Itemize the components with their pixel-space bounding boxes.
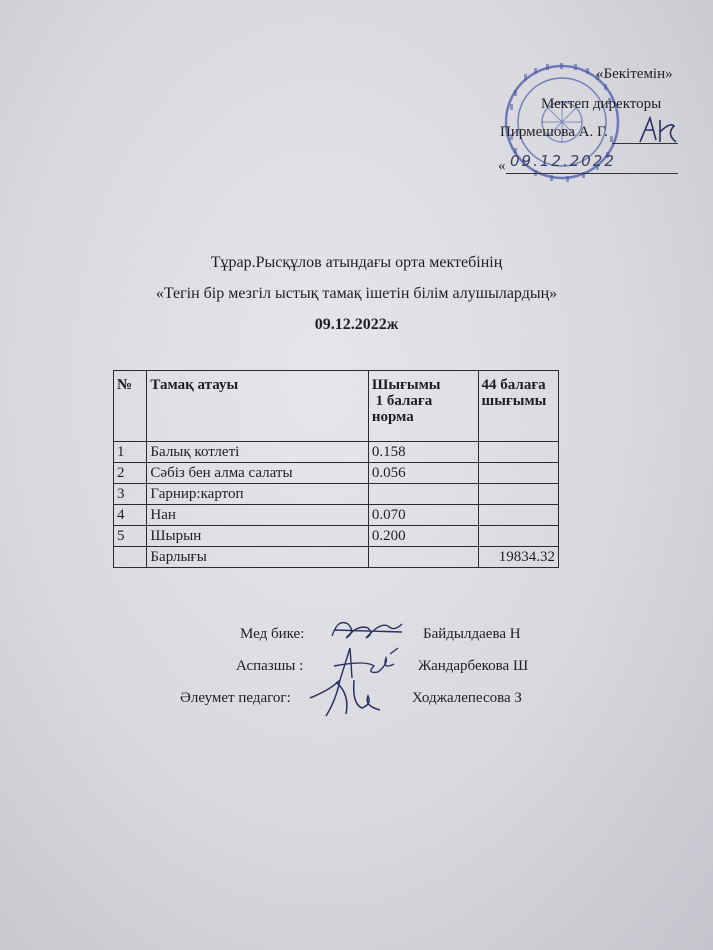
row-total [478, 505, 558, 526]
approval-block [0, 0, 713, 200]
row-number: 4 [114, 505, 147, 526]
school-heading: Тұрар.Рысқұлов атындағы орта мектебінің [210, 254, 503, 271]
row-number: 2 [114, 463, 147, 484]
table-row [114, 505, 559, 526]
signature-label-nurse: Мед бике: [240, 626, 305, 642]
row-total [478, 442, 558, 463]
table-total-row [114, 547, 559, 568]
menu-subtitle: «Тегін бір мезгіл ыстық тамақ ішетін білім алушылардың» [155, 285, 558, 302]
social-pedagogue-signature [306, 674, 386, 720]
row-dish-name: Балық котлеті [147, 442, 368, 463]
header-norm-line1: Шығымы [371, 377, 441, 393]
header-dish-name: Тамақ атауы [147, 371, 368, 442]
row-dish-name: Нан [147, 505, 368, 526]
header-norm [368, 371, 478, 442]
table-row [114, 442, 559, 463]
header-number: № [114, 371, 147, 442]
row-norm: 0.158 [368, 442, 478, 463]
signature-name-nurse: Байдылдаева Н [423, 626, 521, 642]
row-number: 5 [114, 526, 147, 547]
header-total-line2: шығымы [481, 393, 547, 409]
signature-name-cook: Жандарбекова Ш [418, 658, 529, 674]
row-number: 1 [114, 442, 147, 463]
header-norm-line3: норма [371, 409, 414, 425]
header-total [478, 371, 558, 442]
header-total-line1: 44 балаға [481, 377, 546, 393]
approval-role: Мектеп директоры [541, 96, 662, 112]
total-number [114, 547, 147, 568]
table-row [114, 484, 559, 505]
nurse-signature [328, 614, 406, 644]
row-norm: 0.070 [368, 505, 478, 526]
director-signature [636, 112, 680, 148]
approval-date-line [506, 173, 678, 174]
table-row [114, 463, 559, 484]
row-norm [368, 484, 478, 505]
row-number: 3 [114, 484, 147, 505]
table-header-row [114, 371, 559, 442]
total-label: Барлығы [147, 547, 368, 568]
total-value: 19834.32 [478, 547, 558, 568]
row-norm: 0.056 [368, 463, 478, 484]
signature-label-cook: Аспазшы : [236, 658, 304, 674]
total-norm [368, 547, 478, 568]
menu-table [113, 370, 559, 568]
header-norm-line2: 1 балаға [371, 393, 433, 409]
row-total [478, 526, 558, 547]
approval-name: Пирмешова А. Г. [500, 124, 608, 140]
row-dish-name: Шырын [147, 526, 368, 547]
row-dish-name: Гарнир:картоп [147, 484, 368, 505]
table-row [114, 526, 559, 547]
menu-date: 09.12.2022ж [314, 316, 399, 333]
row-dish-name: Сәбіз бен алма салаты [147, 463, 368, 484]
row-total [478, 484, 558, 505]
approval-date-prefix: « [498, 158, 506, 174]
approval-title: «Бекітемін» [596, 66, 673, 82]
row-norm: 0.200 [368, 526, 478, 547]
signature-label-social-pedagogue: Әлеумет педагог: [180, 690, 291, 706]
signature-name-social-pedagogue: Ходжалепесова З [412, 690, 522, 706]
row-total [478, 463, 558, 484]
approval-handwritten-date: 09.12.2022 [510, 152, 616, 170]
